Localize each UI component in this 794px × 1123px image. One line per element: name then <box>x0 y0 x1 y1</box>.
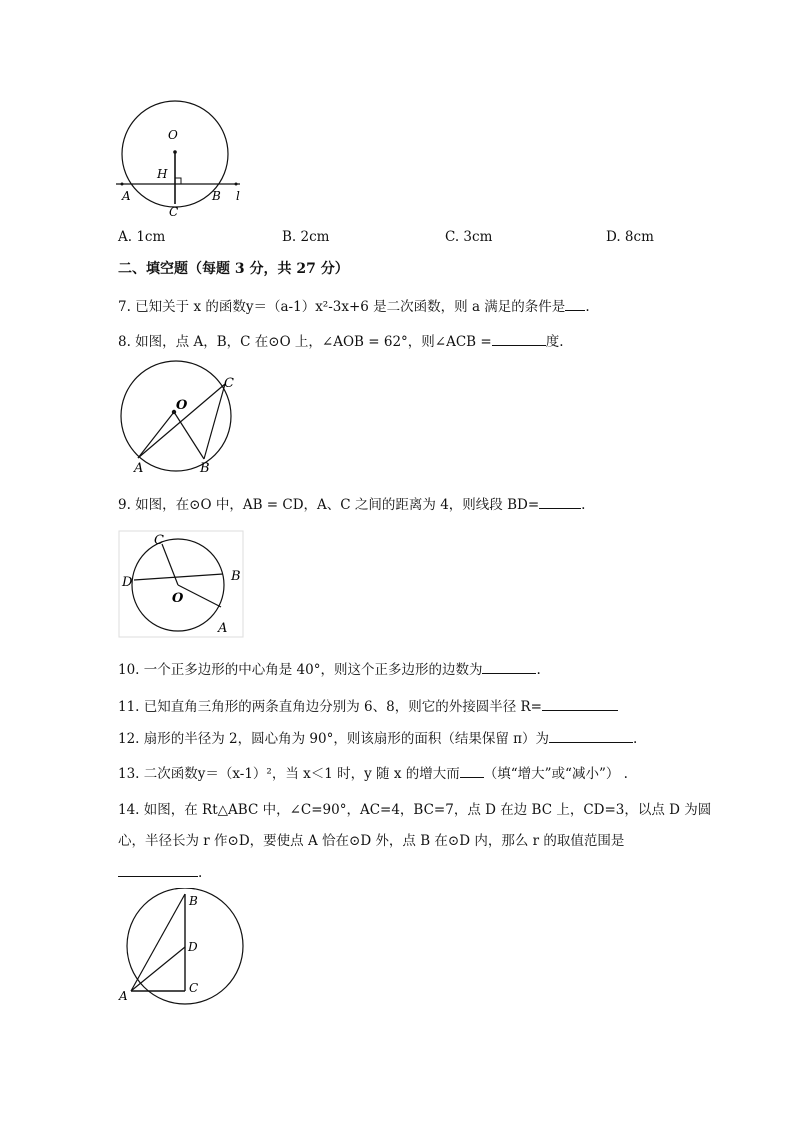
option-c: C. 3cm <box>445 229 493 245</box>
question-7 <box>118 296 590 317</box>
label-C: C <box>189 981 199 995</box>
question-9-end: . <box>581 497 586 513</box>
label-A: A <box>119 989 128 1003</box>
question-12 <box>118 728 637 749</box>
answer-blank[interactable] <box>482 659 536 674</box>
question-10-text: 10. 一个正多边形的中心角是 40°，则这个正多边形的边数为 <box>118 662 483 678</box>
figure-equal-arcs <box>118 530 246 640</box>
answer-blank[interactable] <box>549 728 633 743</box>
section-heading: 二、填空题（每题 3 分，共 27 分） <box>118 261 349 277</box>
label-C: C <box>169 205 179 219</box>
question-9 <box>118 494 585 515</box>
question-10-end: . <box>536 662 541 678</box>
label-C: C <box>154 533 164 548</box>
label-A: A <box>122 189 131 203</box>
option-d: D. 8cm <box>606 229 654 245</box>
question-11 <box>118 696 618 717</box>
label-D: D <box>188 940 198 954</box>
label-O: O <box>172 591 184 606</box>
question-8-text: 8. 如图，点 A，B，C 在⊙O 上，∠AOB = 62°，则∠ACB = <box>118 334 492 350</box>
answer-blank[interactable] <box>492 331 546 346</box>
question-8-end: 度. <box>545 334 564 350</box>
question-14-line2: 心，半径长为 r 作⊙D，要使点 A 恰在⊙D 外，点 B 在⊙D 内，那么 r 的取值范围是 <box>118 833 625 849</box>
label-H: H <box>157 167 168 181</box>
figure-circle-chord <box>112 96 252 224</box>
label-C: C <box>224 376 234 391</box>
figure-right-triangle-circle <box>114 888 250 1008</box>
label-B: B <box>189 894 198 908</box>
label-A: A <box>134 461 144 476</box>
figure-inscribed-angle <box>114 360 250 478</box>
answer-blank[interactable] <box>460 763 484 778</box>
answer-blank[interactable] <box>542 696 618 711</box>
question-13-text: 13. 二次函数y＝（x-1）²，当 x＜1 时，y 随 x 的增大而 <box>118 766 460 782</box>
question-12-text: 12. 扇形的半径为 2，圆心角为 90°，则该扇形的面积（结果保留 π）为 <box>118 731 550 747</box>
label-B: B <box>212 189 221 203</box>
question-8 <box>118 331 564 352</box>
answer-blank[interactable] <box>118 862 198 877</box>
label-O: O <box>168 128 178 142</box>
label-O: O <box>176 398 188 413</box>
label-B: B <box>231 569 241 584</box>
question-7-end: . <box>585 299 590 315</box>
question-12-end: . <box>633 731 638 747</box>
answer-blank[interactable] <box>539 494 581 509</box>
label-A: A <box>218 621 228 636</box>
option-a: A. 1cm <box>118 229 166 245</box>
question-11-text: 11. 已知直角三角形的两条直角边分别为 6、8，则它的外接圆半径 R= <box>118 699 542 715</box>
question-14-line3 <box>118 862 202 883</box>
question-14-line1: 14. 如图，在 Rt△ABC 中，∠C=90°，AC=4，BC=7，点 D 在边 BC 上，CD=3，以点 D 为圆 <box>118 802 712 818</box>
question-10 <box>118 659 541 680</box>
label-l: l <box>236 189 240 203</box>
question-13 <box>118 763 628 784</box>
question-9-text: 9. 如图，在⊙O 中，AB = CD，A、C 之间的距离为 4，则线段 BD= <box>118 497 540 513</box>
label-D: D <box>122 575 133 590</box>
question-14-end: . <box>198 865 203 881</box>
question-7-text: 7. 已知关于 x 的函数y＝（a-1）x²-3x+6 是二次函数，则 a 满足的条件是 <box>118 299 566 315</box>
option-b: B. 2cm <box>282 229 330 245</box>
answer-blank[interactable] <box>565 296 585 311</box>
label-B: B <box>200 461 210 476</box>
question-13-end: （填“增大”或“减小”） . <box>483 766 628 782</box>
